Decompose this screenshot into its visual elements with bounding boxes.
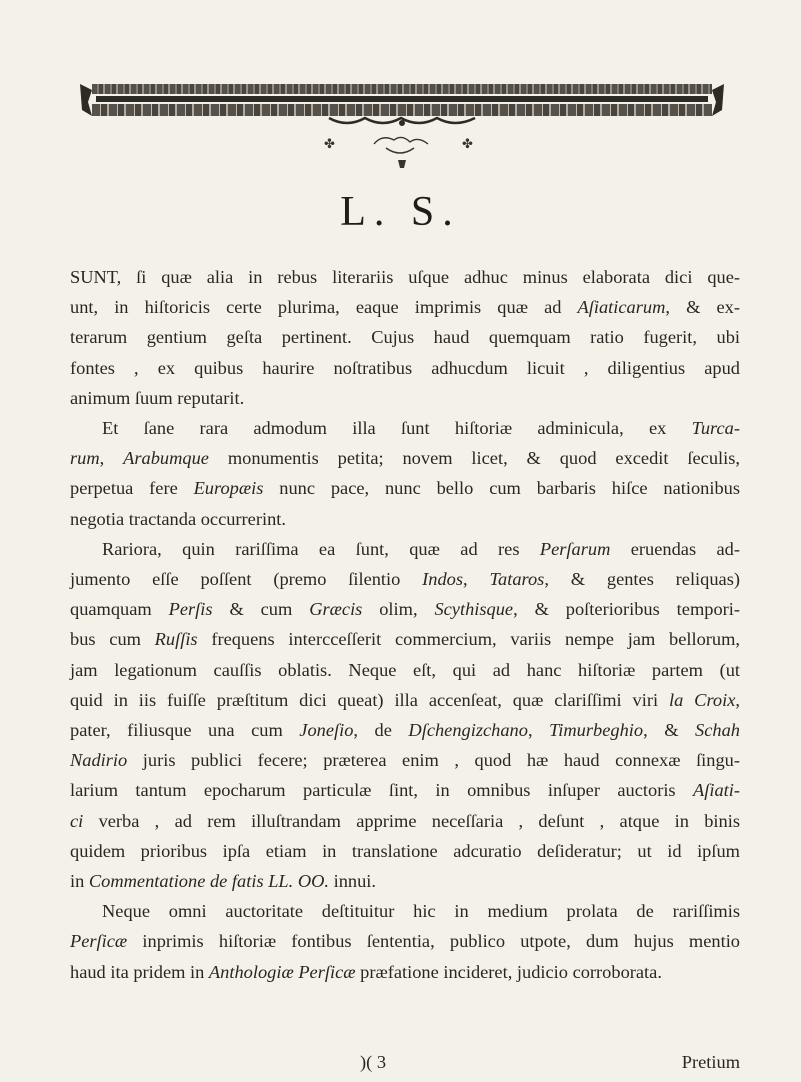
text-line	[70, 866, 740, 896]
italic-run: Joneſio	[299, 720, 354, 741]
text-run: animum ſuum reputarit.	[70, 387, 245, 408]
text-line	[70, 624, 740, 654]
text-run: bus cum	[70, 629, 155, 650]
text-run: Rariora, quin rariſſima ea ſunt, quæ ad res	[102, 538, 540, 559]
text-line	[70, 745, 740, 775]
italic-run: Schah	[695, 720, 740, 741]
text-run: jumento eſſe poſſent (premo ſilentio	[70, 569, 423, 590]
text-run: ,	[463, 569, 490, 590]
text-line	[70, 262, 740, 292]
text-run: Et ſane rara admodum illa ſunt hiſtoriæ adminicula, ex	[102, 418, 692, 439]
italic-run: Timurbeghio	[549, 720, 644, 741]
italic-run: Nadirio	[70, 750, 128, 771]
italic-run: rum	[70, 448, 100, 469]
text-run: , de	[353, 720, 409, 741]
text-run: & cum	[212, 599, 310, 620]
text-run: , & poſterioribus tempori-	[513, 599, 740, 620]
paragraph	[70, 262, 740, 413]
text-run: inprimis hiſtoriæ fontibus ſententia, publico utpote, dum hujus mentio	[127, 931, 740, 952]
signature-mark: )( 3	[360, 1052, 387, 1072]
headband-bar	[96, 96, 708, 102]
text-run: Neque omni auctoritate deſtituitur hic in medium prolata de rariſſimis	[102, 901, 740, 922]
text-line	[70, 564, 740, 594]
text-line	[70, 594, 740, 624]
text-line	[70, 836, 740, 866]
svg-text:✤: ✤	[462, 137, 473, 152]
text-run: ,	[735, 689, 740, 710]
text-line	[70, 353, 740, 383]
italic-run: Indos	[422, 569, 464, 590]
italic-run: Scythisque	[434, 599, 514, 620]
text-run: quidem prioribus ipſa etiam in translatione adcuratio deſideratur; ut id ipſum	[70, 840, 740, 861]
italic-run: Aſiaticarum	[577, 297, 666, 318]
text-run: , & gentes reliquas)	[544, 569, 741, 590]
catchword: Pretium	[681, 1052, 740, 1072]
text-line	[70, 443, 740, 473]
text-line	[70, 413, 740, 443]
italic-run: Dſchengizchano	[408, 720, 528, 741]
swag-ornament	[327, 116, 477, 128]
corner-ornament-right	[710, 82, 726, 120]
italic-run: Europæis	[193, 478, 264, 499]
text-line	[70, 292, 740, 322]
italic-run: Anthologiæ Perſicæ	[208, 961, 356, 982]
text-run: olim,	[362, 599, 435, 620]
text-run: juris publici fecere; præterea enim , quod hæ haud connexæ ſingu-	[127, 750, 740, 771]
headband-border-bottom	[92, 104, 712, 116]
text-line	[70, 504, 740, 534]
text-run: jam legationum cauſſis oblatis. Neque eſt, qui ad hanc hiſtoriæ partem (ut	[70, 659, 740, 680]
text-run: ,	[99, 448, 124, 469]
text-run: quamquam	[70, 599, 169, 620]
headband-ornament	[82, 70, 722, 160]
page-footer	[70, 1052, 740, 1082]
text-run: unt, in hiſtoricis certe plurima, eaque imprimis quæ ad	[70, 297, 578, 318]
text-line	[70, 775, 740, 805]
italic-run: Ruſſis	[154, 629, 198, 650]
text-run: pater, filiusque una cum	[70, 720, 300, 741]
text-run: , &	[643, 720, 696, 741]
italic-run: Perſis	[168, 599, 213, 620]
text-line	[70, 473, 740, 503]
italic-run: Perſarum	[539, 538, 611, 559]
text-run: eruendas ad-	[610, 538, 740, 559]
text-run: in	[70, 871, 89, 892]
italic-run: la Croix	[668, 689, 736, 710]
text-run: perpetua fere	[70, 478, 194, 499]
italic-run: Commentatione de fatis LL. OO.	[88, 871, 330, 892]
text-line	[70, 896, 740, 926]
italic-run: Græcis	[309, 599, 363, 620]
text-line	[70, 806, 740, 836]
text-run: haud ita pridem in	[70, 961, 209, 982]
text-run: fontes , ex quibus haurire noſtratibus adhucdum licuit , diligentius apud	[70, 357, 740, 378]
text-run: innui.	[329, 871, 377, 892]
paragraph	[70, 534, 740, 896]
text-run: præfatione incideret, judicio corroborata.	[355, 961, 662, 982]
italic-run: Tataros	[489, 569, 545, 590]
italic-run: Aſiati-	[693, 780, 740, 801]
italic-run: ci	[70, 810, 84, 831]
paragraph	[70, 413, 740, 534]
text-run: monumentis petita; novem licet, & quod excedit ſeculis,	[208, 448, 740, 469]
svg-text:✤: ✤	[324, 137, 335, 152]
text-line	[70, 926, 740, 956]
text-run: ,	[527, 720, 550, 741]
text-line	[70, 957, 740, 987]
text-run: terarum gentium geſta pertinent. Cujus haud quemquam ratio fugerit, ubi	[70, 327, 740, 348]
text-line	[70, 715, 740, 745]
italic-run: Turca-	[691, 418, 740, 439]
text-run: nunc pace, nunc bello cum barbaris hiſce nationibus	[263, 478, 740, 499]
text-line	[70, 655, 740, 685]
page-heading: L. S.	[340, 189, 461, 235]
text-line	[70, 322, 740, 352]
text-run: frequens intercceſſerit commercium, variis nempe jam bellorum,	[197, 629, 740, 650]
text-run: SUNT, ſi quæ alia in rebus literariis uſque adhuc minus elaborata dici que-	[70, 267, 740, 287]
text-run: larium tantum epocharum particulæ ſint, in omnibus inſuper auctoris	[70, 780, 693, 801]
text-run: verba , ad rem illuſtrandam apprime neceſſaria , deſunt , atque in binis	[83, 810, 740, 831]
body-text	[70, 262, 740, 987]
headband-border-top	[92, 84, 712, 94]
text-run: , & ex-	[665, 297, 740, 318]
paragraph	[70, 896, 740, 987]
text-line	[70, 383, 740, 413]
small-vase-ornament	[395, 158, 409, 170]
italic-run: Arabumque	[123, 448, 209, 469]
text-run: quid in iis fuiſſe præſtitum dici queat) illa accenſeat, quæ clariſſimi viri	[70, 689, 669, 710]
text-line	[70, 685, 740, 715]
fleuron-ornament	[322, 132, 482, 158]
italic-run: Perſicæ	[70, 931, 128, 952]
text-run: negotia tractanda occurrerint.	[70, 508, 286, 529]
text-line	[70, 534, 740, 564]
